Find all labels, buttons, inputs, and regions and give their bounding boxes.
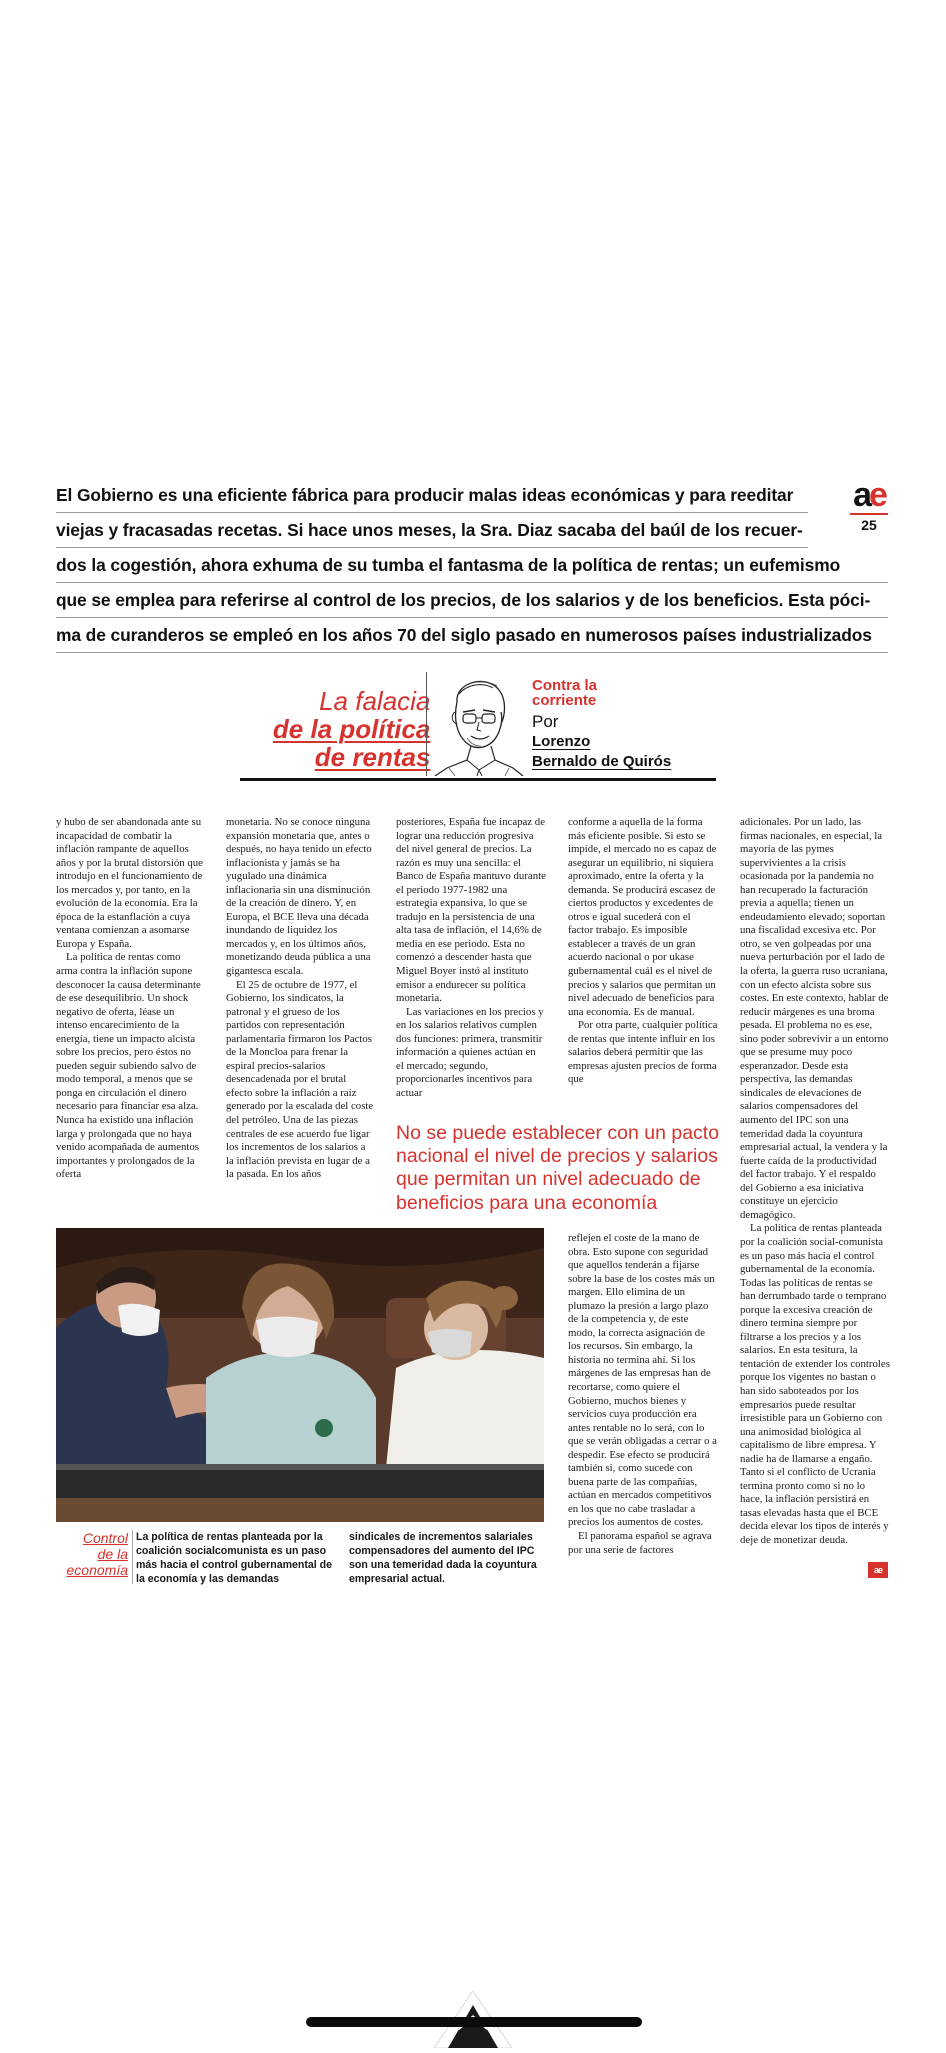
page-number: 25 <box>861 517 877 533</box>
paragraph: conforme a aquella de la forma más eficiente posible. Si esto se impide, el mercado no es capaz de asegurar un equilibrio, ni siquiera aproximado, entre la oferta y la demanda. Se producirá escasez de ciertos productos y excedentes de otros e igual sucederá con el factor trabajo. Es imposible establecer a través de un gran acuerdo nacional o por ukase gubernamental cuál es el nivel de precios y salarios que permitan un nivel adecuado de beneficios para una economía. Es de manual. <box>568 816 717 1018</box>
pull-quote: No se puede establecer con un pacto nacional el nivel de precios y salarios que permitan un nivel adecuado de beneficios para una economía <box>396 1122 720 1214</box>
photo-caption-part-1: La política de rentas planteada por la coalición socialcomunista es un paso más hacia el control gubernamental de la economía y las demandas <box>136 1531 333 1585</box>
photo-caption-part-2: sindicales de incrementos salariales compensadores del aumento del IPC son una temeridad dada la coyuntura empresarial actual. <box>349 1531 537 1585</box>
body-column-3 <box>396 816 546 1100</box>
byline <box>532 678 671 772</box>
section-name-line: corriente <box>532 692 597 709</box>
author-name-line: Bernaldo de Quirós <box>532 753 672 770</box>
body-column-2 <box>226 816 374 1182</box>
article-header <box>240 666 716 781</box>
lead-paragraph <box>56 478 888 653</box>
photo-caption-tag: Control de la economía <box>66 1530 128 1578</box>
paragraph: El panorama español se agrava por una serie de factores <box>568 1530 712 1556</box>
lead-line: El Gobierno es una eficiente fábrica para producir malas ideas económicas y para reeditar <box>56 478 808 513</box>
lead-line: ma de curanderos se empleó en los años 70 del siglo pasado en numerosos países industrializados <box>56 618 888 653</box>
magazine-logo: ae <box>853 476 885 514</box>
author-portrait-illustration <box>426 672 525 776</box>
body-column-4 <box>568 816 718 1087</box>
title-line: de rentas <box>314 742 431 772</box>
paragraph: La política de rentas como arma contra la inflación supone desconocer la causa determinante de ese desequilibrio. Un shock negativo de oferta, léase un intenso encarecimiento de la energía, tiene un impacto alcista sobre los precios, pero éstos no pueden seguir subiendo salvo de modo temporal, a menos que se ponga en circulación el dinero necesario para financiar esa alza. Nunca ha existido una inflación larga y prolongada que no haya venido acompañada de aumentos importantes y prolongados de la oferta <box>56 951 201 1181</box>
home-indicator-bar[interactable] <box>306 2017 642 2027</box>
caption-divider <box>132 1530 133 1584</box>
author-name-line: Lorenzo <box>532 733 591 750</box>
paragraph: El 25 de octubre de 1977, el Gobierno, los sindicatos, la patronal y el grueso de los partidos con representación parlamentaria firmaron los Pactos de la Moncloa para frenar la espiral precios-salarios desencadenada por el brutal efecto sobre la inflación a raíz generado por la escalada del coste del petróleo. Una de las piezas centrales de ese acuerdo fue ligar los incrementos de los salarios a la inflación prevista en lugar de a la pasada. En los años <box>226 978 374 1181</box>
lead-line: que se emplea para referirse al control de los precios, de los salarios y de los beneficios. Esta póci- <box>56 583 888 618</box>
news-photo <box>56 1228 544 1522</box>
body-column-1 <box>56 816 204 1182</box>
body-column-5 <box>740 816 890 1548</box>
article-title <box>230 687 430 771</box>
paragraph: Las variaciones en los precios y en los salarios relativos cumplen dos funciones: primera, transmitir información a quienes actúan en el mercado; segundo, proporcionarles incentivos para actuar <box>396 1005 544 1099</box>
lead-line: dos la cogestión, ahora exhuma de su tumba el fantasma de la política de rentas; un eufemismo <box>56 548 888 583</box>
paragraph: adicionales. Por un lado, las firmas nacionales, en especial, la mayoría de las pymes supervivientes a la crisis ocasionada por la pandemia no han recuperado la facturación previa a aquella; tienen un endeudamiento elevado; soportan una fiscalidad excesiva etc. Por otro, se ven golpeadas por una nueva perturbación por el lado de la oferta, la guerra ruso ucraniana, con un efecto alcista sobre sus costes. En este contexto, hablar de reducir márgenes es una broma pesada. El problema no es ese, sino poder sobrevivir a un entorno que se presume muy poco esperanzador. Desde esta perspectiva, las demandas sindicales de elevaciones de salarios compensadores del aumento del IPC son una temeridad dada la coyuntura empresarial actual, la vendera y la fuerte caída de la productividad del factor trabajo. Y el respaldo del Gobierno a esa iniciativa constituye un ejercicio demagógico. <box>740 816 889 1221</box>
paragraph: y hubo de ser abandonada ante su incapacidad de combatir la inflación rampante de aquellos años y por la brutal distorsión que introdujo en el funcionamiento de los mercados y, por tanto, en la evolución de la economía. Era la época de la estanflación a cuya ventana comienzan a asomarse Europa y España. <box>56 816 203 950</box>
lead-line: viejas y fracasadas recetas. Si hace unos meses, la Sra. Diaz sacaba del baúl de los recuer- <box>56 513 808 548</box>
by-label: Por <box>532 712 559 731</box>
magazine-brand <box>846 478 892 533</box>
paragraph: monetaria. No se conoce ninguna expansión monetaria que, antes o después, no haya tenido un efecto inflacionista y jamás se ha yugulado una dinámica inflacionaria sin una disminución de la creación de dinero. Y, en Europa, el BCE lleva una década inundando de liquidez los mercados y, en los últimos años, monetizando deuda pública a una gigantesca escala. <box>226 816 372 978</box>
title-line: La falacia <box>319 686 431 716</box>
paragraph: Por otra parte, cualquier política de rentas que intente influir en los salarios deberá permitir que las empresas ajusten precios de forma que <box>568 1019 718 1086</box>
article-end-mark: ae <box>868 1562 888 1578</box>
section-name-line: Contra la <box>532 677 598 694</box>
paragraph: La política de rentas planteada por la coalición social-comunista es un paso más hacia el control gubernamental de la economía. Todas las políticas de rentas se han derrumbado tarde o temprano porque la excesiva creación de dinero termina siempre por filtrarse a los precios y a los salarios. En esta tesitura, la tentación de extender los controles porque los vigentes no bastan o han sido saboteados por los empresarios puede resultar irresistible para un Gobierno con una animosidad biológica al capitalismo de libre empresa. Y nadie ha de llamarse a engaño. Tanto si el conflicto de Ucrania termina pronto como si no lo hace, la inflación persistirá en tasas elevadas hasta que el BCE decida elevar los tipos de interés y deje de monetizar deuda. <box>740 1222 890 1546</box>
body-column-4-continued <box>568 1232 718 1557</box>
paragraph: reflejen el coste de la mano de obra. Esto supone con seguridad que aquellos tenderán a fijarse sobre la base de los costes más un margen. Ello elimina de un plumazo la presión a largo plazo de la competencia y, de este modo, la correcta asignación de los recursos. Sin embargo, la historia no termina ahí. Si los márgenes de las empresas han de recortarse, como quiere el Gobierno, muchos bienes y servicios cuya producción era antes rentable no lo será, con lo que se verán obligadas a cerrar o a despedir. Ese efecto se producirá también si, como sucede con buena parte de las compañías, actúan en mercados competitivos en los que no cabe trasladar a precios los aumentos de costes. <box>568 1232 717 1529</box>
paragraph: posteriores, España fue incapaz de lograr una reducción progresiva del nivel general de precios. La razón es muy una sencilla: el Banco de España mantuvo durante el periodo 1977-1982 una estrategia expansiva, lo que se tradujo en la persistencia de una alta tasa de inflación, el 14,6% de media en ese periodo. Esta no comenzó a descender hasta que Miguel Boyer instó al instituto emisor a endurecer su política monetaria. <box>396 816 546 1005</box>
title-line: de la política <box>272 714 431 744</box>
